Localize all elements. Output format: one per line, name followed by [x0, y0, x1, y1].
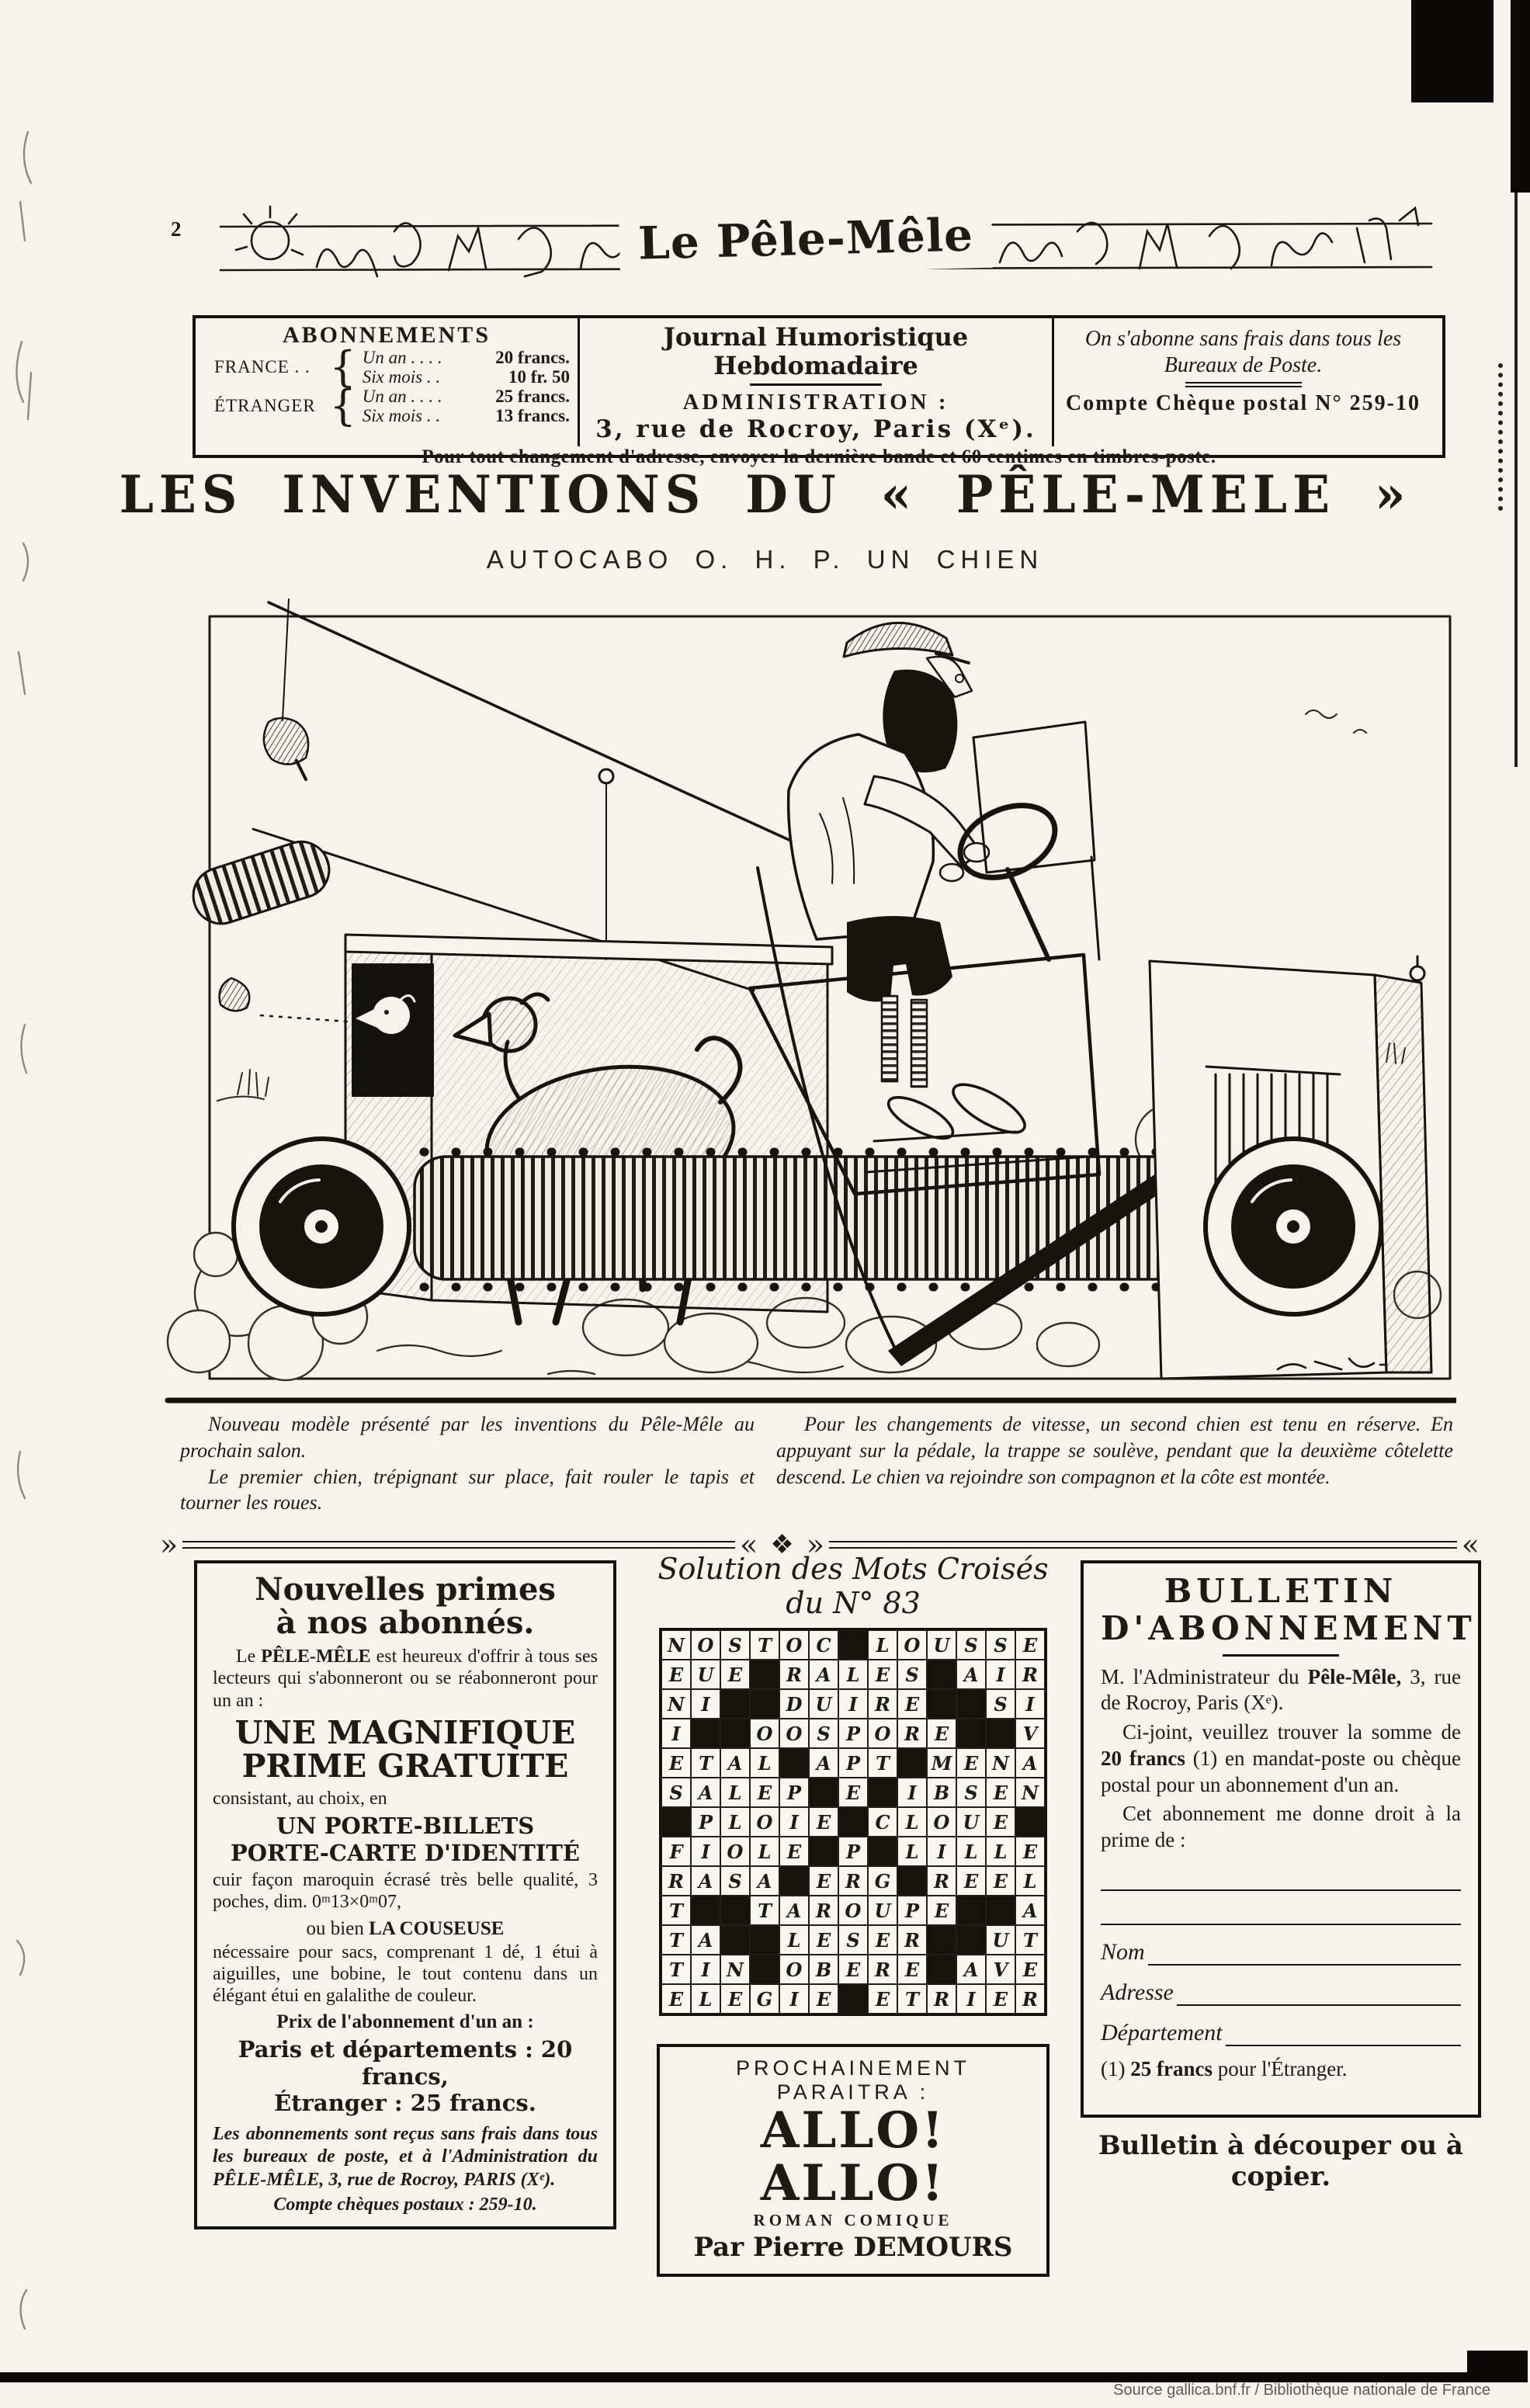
crossword-cell: E	[661, 1748, 691, 1778]
crossword-cell: V	[1015, 1719, 1045, 1748]
bulletin-box	[1081, 1560, 1481, 2118]
crossword-column	[641, 1553, 1065, 2277]
crossword-cell: L	[779, 1925, 809, 1955]
prime-item2-desc: nécessaire pour sacs, comprenant 1 dé, 1 étui à aiguilles, une bobine, le tout contenu dans un élégant étui en galalithe de couleur.	[213, 1941, 598, 2006]
crossword-cell	[868, 1778, 897, 1807]
crossword-cell: E	[986, 1866, 1015, 1896]
crossword-cell: A	[691, 1925, 720, 1955]
announcement-title: ALLO! ALLO!	[760, 2101, 946, 2212]
crossword-cell: P	[779, 1778, 809, 1807]
field-label: Nom	[1101, 1938, 1145, 1965]
crossword-cell: S	[897, 1660, 927, 1689]
crossword-grid	[659, 1628, 1047, 2016]
crossword-cell: E	[809, 1925, 838, 1955]
crossword-cell	[897, 1866, 927, 1896]
crossword-cell	[956, 1925, 986, 1955]
divider-cap-icon: «	[739, 1528, 758, 1562]
crossword-cell	[779, 1866, 809, 1896]
crossword-cell: T	[691, 1748, 720, 1778]
crossword-cell: R	[661, 1866, 691, 1896]
crossword-cell: N	[1015, 1778, 1045, 1807]
crossword-cell: E	[1015, 1837, 1045, 1866]
crossword-cell	[720, 1896, 750, 1925]
crossword-cell: N	[661, 1630, 691, 1660]
bulletin-addressee: M. l'Administrateur du Pêle-Mêle, 3, rue de Rocroy, Paris (Xᵉ).	[1101, 1664, 1461, 1715]
crossword-cell: L	[897, 1807, 927, 1837]
diamond-ornament-icon: ❖	[770, 1531, 794, 1560]
crossword-cell	[750, 1925, 779, 1955]
primes-consist: consistant, au choix, en	[213, 1788, 387, 1809]
abonnements-row-france	[214, 342, 570, 391]
region-label: ÉTRANGER	[214, 396, 316, 416]
crossword-cell	[661, 1807, 691, 1837]
crossword-cell: F	[661, 1837, 691, 1866]
crossword-cell: E	[868, 1925, 897, 1955]
tariff-line: Six mois . . 10 fr. 50	[362, 366, 570, 387]
crossword-cell	[750, 1660, 779, 1689]
crossword-cell: A	[691, 1866, 720, 1896]
prime-item1-desc: cuir façon maroquin écrasé très belle qualité, 3 poches, dim. 0ᵐ13×0ᵐ07,	[213, 1870, 598, 1913]
crossword-cell: O	[927, 1807, 956, 1837]
crossword-cell: C	[868, 1807, 897, 1837]
crossword-cell	[779, 1748, 809, 1778]
crossword-cell: I	[1015, 1689, 1045, 1719]
crossword-cell: R	[1015, 1660, 1045, 1689]
crossword-cell: R	[868, 1689, 897, 1719]
margin-marks	[2, 109, 56, 2360]
field-label: Département	[1101, 2019, 1223, 2045]
crossword-cell: I	[691, 1955, 720, 1984]
crossword-cell: A	[720, 1748, 750, 1778]
divider-cap-icon: »	[160, 1528, 179, 1562]
compte-cheque: Compte Chèque postal N° 259-10	[1066, 391, 1421, 416]
rule	[1223, 1654, 1339, 1657]
crossword-cell: T	[750, 1630, 779, 1660]
page-number: 2	[171, 217, 182, 241]
masthead-banner	[216, 200, 1436, 290]
crossword-cell: R	[809, 1896, 838, 1925]
crossword-cell: O	[691, 1630, 720, 1660]
crossword-cell: E	[986, 1984, 1015, 2014]
crossword-cell: D	[779, 1689, 809, 1719]
bulletin-title: BULLETIN D'ABONNEMENT	[1101, 1572, 1476, 1648]
crossword-cell	[956, 1896, 986, 1925]
crossword-cell: S	[956, 1778, 986, 1807]
article-subtitle: AUTOCABO O. H. P. UN CHIEN	[486, 545, 1044, 574]
crossword-cell: A	[691, 1778, 720, 1807]
crossword-cell: S	[720, 1630, 750, 1660]
address-change-note: Pour tout changement d'adresse, envoyer la dernière bande et 60 centimes en timbres-poste.	[422, 446, 1216, 468]
crossword-cell: E	[809, 1866, 838, 1896]
crossword-cell	[750, 1689, 779, 1719]
tariff-line: Un an . . . . 25 francs.	[362, 387, 570, 407]
crossword-cell: P	[838, 1748, 868, 1778]
crossword-cell: I	[779, 1984, 809, 2014]
blank-write-line	[1101, 1857, 1461, 1891]
crossword-cell: E	[661, 1660, 691, 1689]
rule	[1185, 382, 1302, 387]
crossword-cell: U	[956, 1807, 986, 1837]
crossword-cell: G	[750, 1984, 779, 2014]
divider-cap-icon: «	[1461, 1528, 1480, 1562]
crossword-cell: C	[809, 1630, 838, 1660]
header-info-box	[193, 315, 1445, 468]
crossword-cell	[720, 1719, 750, 1748]
crossword-cell	[691, 1719, 720, 1748]
journal-tagline: Journal Humoristique Hebdomadaire	[663, 322, 969, 380]
announcement-author: Par Pierre DEMOURS	[693, 2231, 1013, 2263]
crossword-cell: E	[897, 1955, 927, 1984]
crossword-cell: E	[868, 1984, 897, 2014]
crossword-cell: L	[1015, 1866, 1045, 1896]
crossword-cell: T	[868, 1748, 897, 1778]
crossword-cell: O	[720, 1837, 750, 1866]
crossword-cell: E	[986, 1807, 1015, 1837]
crossword-cell	[838, 1630, 868, 1660]
crossword-cell: U	[868, 1896, 897, 1925]
crossword-cell: O	[838, 1896, 868, 1925]
crossword-cell: N	[720, 1955, 750, 1984]
caption-left	[180, 1411, 755, 1516]
crossword-cell: E	[1015, 1955, 1045, 1984]
administration-section	[578, 318, 1054, 446]
divider-rule	[829, 1541, 1457, 1549]
crossword-cell: E	[661, 1984, 691, 2014]
crossword-cell: S	[809, 1719, 838, 1748]
field-adresse	[1101, 1978, 1461, 2006]
crossword-cell	[838, 1984, 868, 2014]
crossword-cell: E	[956, 1748, 986, 1778]
primes-intro: Le PÊLE-MÊLE est heureux d'offrir à tous ses lecteurs qui s'abonneront ou se réabonneront pour un an :	[213, 1646, 598, 1711]
crossword-cell: A	[956, 1660, 986, 1689]
price-lines: Paris et départements : 20 francs, Étranger : 25 francs.	[238, 2035, 573, 2117]
crossword-cell: B	[809, 1955, 838, 1984]
crossword-cell: I	[838, 1689, 868, 1719]
bulletin-body: Ci-joint, veuillez trouver la somme de 20 francs (1) en mandat-poste ou chèque postal pour un abonnement d'un an.	[1101, 1720, 1462, 1796]
announcement-genre: ROMAN COMIQUE	[753, 2210, 953, 2229]
crossword-cell: S	[838, 1925, 868, 1955]
crossword-cell	[927, 1955, 956, 1984]
crossword-cell: N	[986, 1748, 1015, 1778]
abonnements-row-etranger	[214, 381, 570, 431]
prime-item1: UN PORTE-BILLETS PORTE-CARTE D'IDENTITÉ	[230, 1812, 581, 1866]
caption-paragraph: Nouveau modèle présenté par les inventions du Pêle-Mêle au prochain salon.	[180, 1413, 755, 1462]
bulletin-footnote: (1) 25 francs pour l'Étranger.	[1101, 2056, 1348, 2080]
crossword-title: Solution des Mots Croisés du N° 83	[657, 1552, 1049, 1620]
crossword-cell: T	[1015, 1925, 1045, 1955]
crossword-cell: M	[927, 1748, 956, 1778]
crossword-cell	[750, 1955, 779, 1984]
brace-glyph: {	[329, 342, 356, 391]
administration-address: 3, rue de Rocroy, Paris (Xᵉ).	[595, 415, 1036, 444]
crossword-cell: O	[750, 1807, 779, 1837]
abonnements-title: ABONNEMENTS	[282, 322, 491, 348]
crossword-cell: O	[779, 1630, 809, 1660]
crossword-cell: R	[897, 1925, 927, 1955]
crossword-cell	[868, 1837, 897, 1866]
bulletin-column	[1081, 1560, 1481, 2192]
field-departement	[1101, 2018, 1461, 2046]
crossword-cell: L	[986, 1837, 1015, 1866]
crossword-cell: L	[838, 1660, 868, 1689]
crossword-cell	[838, 1807, 868, 1837]
crossword-cell: O	[897, 1630, 927, 1660]
crossword-cell: E	[986, 1778, 1015, 1807]
crossword-cell: E	[838, 1778, 868, 1807]
region-label: FRANCE . .	[214, 356, 311, 376]
announcement-box	[657, 2044, 1049, 2276]
crossword-cell	[927, 1925, 956, 1955]
crossword-cell: E	[720, 1660, 750, 1689]
crossword-cell: I	[956, 1984, 986, 2014]
poste-section	[1054, 318, 1432, 446]
crossword-cell: O	[779, 1719, 809, 1748]
crossword-cell	[927, 1689, 956, 1719]
crossword-cell: L	[897, 1837, 927, 1866]
crossword-cell: I	[897, 1778, 927, 1807]
crossword-cell: T	[661, 1896, 691, 1925]
field-label: Adresse	[1101, 1979, 1174, 2005]
scan-artifact-top-right	[1411, 0, 1494, 102]
caption-paragraph: Pour les changements de vitesse, un second chien est tenu en réserve. En appuyant sur la pédale, la trappe se soulève, pendant que la deuxième côtelette descend. Le chien va rejoindre son compagnon et la côte est montée.	[776, 1413, 1453, 1488]
write-line	[1226, 2018, 1461, 2046]
crossword-cell: E	[927, 1896, 956, 1925]
divider-cap-icon: »	[806, 1528, 824, 1562]
crossword-cell: L	[720, 1778, 750, 1807]
tariff-line: Six mois . . 13 francs.	[362, 406, 570, 426]
crossword-cell: N	[661, 1689, 691, 1719]
crossword-cell: L	[750, 1837, 779, 1866]
crossword-cell: E	[809, 1984, 838, 2014]
field-nom	[1101, 1938, 1461, 1966]
crossword-cell: A	[809, 1748, 838, 1778]
crossword-cell: E	[809, 1807, 838, 1837]
crossword-cell	[986, 1719, 1015, 1748]
crossword-cell: P	[691, 1807, 720, 1837]
crossword-cell: I	[927, 1837, 956, 1866]
masthead-title: Le Pêle-Mêle	[619, 202, 993, 278]
crossword-cell: B	[927, 1778, 956, 1807]
crossword-cell: P	[838, 1837, 868, 1866]
primes-note: Les abonnements sont reçus sans frais dans tous les bureaux de poste, et à l'Administration du PÊLE-MÊLE, 3, rue de Rocroy, PARIS (Xᵉ).	[213, 2124, 598, 2190]
crossword-cell: U	[809, 1689, 838, 1719]
crossword-cell: A	[809, 1660, 838, 1689]
abonnements-section	[196, 318, 578, 446]
crossword-cell: A	[1015, 1896, 1045, 1925]
crossword-cell: G	[868, 1866, 897, 1896]
crossword-cell: I	[779, 1807, 809, 1837]
price-intro: Prix de l'abonnement d'un an :	[276, 2011, 534, 2032]
crossword-cell	[956, 1689, 986, 1719]
crossword-cell: P	[838, 1719, 868, 1748]
crossword-cell	[897, 1748, 927, 1778]
crossword-cell: O	[779, 1955, 809, 1984]
crossword-cell: E	[720, 1984, 750, 2014]
crossword-cell: E	[956, 1866, 986, 1896]
crossword-cell: E	[750, 1778, 779, 1807]
crossword-cell: T	[750, 1896, 779, 1925]
crossword-cell: R	[868, 1955, 897, 1984]
crossword-cell: L	[750, 1748, 779, 1778]
blank-write-line	[1101, 1891, 1461, 1925]
announcement-kicker: PROCHAINEMENT PARAITRA :	[735, 2056, 970, 2104]
scan-artifact-bottom-right	[1467, 2351, 1528, 2382]
source-credit: Source gallica.bnf.fr / Bibliothèque nationale de France	[1113, 2382, 1490, 2399]
article-title: LES INVENTIONS DU « PÊLE-MELE »	[119, 464, 1411, 525]
crossword-cell	[691, 1896, 720, 1925]
crossword-cell: S	[956, 1630, 986, 1660]
primes-column	[194, 1560, 616, 2229]
rule	[750, 383, 882, 386]
crossword-cell: U	[986, 1925, 1015, 1955]
crossword-cell: R	[927, 1984, 956, 2014]
crossword-cell: E	[838, 1955, 868, 1984]
crossword-cell	[956, 1719, 986, 1748]
poste-note: On s'abonne sans frais dans tous les Bureaux de Poste.	[1084, 327, 1402, 377]
crossword-cell	[720, 1925, 750, 1955]
crossword-cell: A	[956, 1955, 986, 1984]
crossword-cell	[927, 1660, 956, 1689]
crossword-cell: E	[1015, 1630, 1045, 1660]
crossword-cell: L	[868, 1630, 897, 1660]
caption-paragraph: Le premier chien, trépignant sur place, fait rouler le tapis et tourner les roues.	[180, 1465, 755, 1515]
crossword-cell: P	[897, 1896, 927, 1925]
crossword-cell: I	[691, 1837, 720, 1866]
crossword-cell	[809, 1837, 838, 1866]
crossword-cell: S	[986, 1689, 1015, 1719]
crossword-cell: R	[1015, 1984, 1045, 2014]
crossword-cell: S	[661, 1778, 691, 1807]
crossword-cell: I	[661, 1719, 691, 1748]
primes-cheque: Compte chèques postaux : 259-10.	[273, 2194, 537, 2215]
tariff-line: Un an . . . . 20 francs.	[362, 347, 570, 367]
crossword-cell: E	[897, 1689, 927, 1719]
crossword-cell: U	[691, 1660, 720, 1689]
crossword-cell: L	[720, 1807, 750, 1837]
crossword-cell: O	[868, 1719, 897, 1748]
crossword-cell: I	[691, 1689, 720, 1719]
cartoon-illustration	[144, 596, 1456, 1405]
bulletin-right-note: Cet abonnement me donne droit à la prime de :	[1101, 1802, 1461, 1852]
crossword-cell	[720, 1689, 750, 1719]
crossword-cell: V	[986, 1955, 1015, 1984]
administration-label: ADMINISTRATION :	[682, 389, 949, 415]
crossword-cell: R	[838, 1866, 868, 1896]
prime-headline: UNE MAGNIFIQUE PRIME GRATUITE	[234, 1713, 576, 1785]
crossword-cell: R	[927, 1866, 956, 1896]
crossword-cell: T	[897, 1984, 927, 2014]
crossword-cell: S	[720, 1866, 750, 1896]
crossword-cell: L	[691, 1984, 720, 2014]
primes-title: Nouvelles primes à nos abonnés.	[255, 1571, 556, 1642]
crossword-cell: E	[868, 1660, 897, 1689]
scan-artifact-right-strip	[1511, 0, 1530, 193]
caption-right	[776, 1411, 1453, 1490]
crossword-cell: A	[779, 1896, 809, 1925]
crossword-cell: I	[986, 1660, 1015, 1689]
crossword-cell: R	[779, 1660, 809, 1689]
brace-glyph: {	[329, 381, 356, 431]
write-line	[1148, 1938, 1461, 1966]
crossword-cell: E	[779, 1837, 809, 1866]
crossword-cell	[1015, 1807, 1045, 1837]
crossword-cell	[986, 1896, 1015, 1925]
divider-rule	[182, 1541, 735, 1549]
crossword-cell	[809, 1778, 838, 1807]
crossword-cell: T	[661, 1955, 691, 1984]
crossword-cell: T	[661, 1925, 691, 1955]
write-line	[1177, 1978, 1461, 2006]
crossword-cell: A	[750, 1866, 779, 1896]
crossword-cell: U	[927, 1630, 956, 1660]
crossword-cell: R	[897, 1719, 927, 1748]
crossword-cell: S	[986, 1630, 1015, 1660]
crossword-cell: O	[750, 1719, 779, 1748]
crossword-cell: E	[927, 1719, 956, 1748]
crossword-cell: L	[956, 1837, 986, 1866]
cut-note: Bulletin à découper ou à copier.	[1098, 2129, 1463, 2192]
prime-item2: ou bien LA COUSEUSE	[306, 1917, 505, 1939]
crossword-cell: A	[1015, 1748, 1045, 1778]
